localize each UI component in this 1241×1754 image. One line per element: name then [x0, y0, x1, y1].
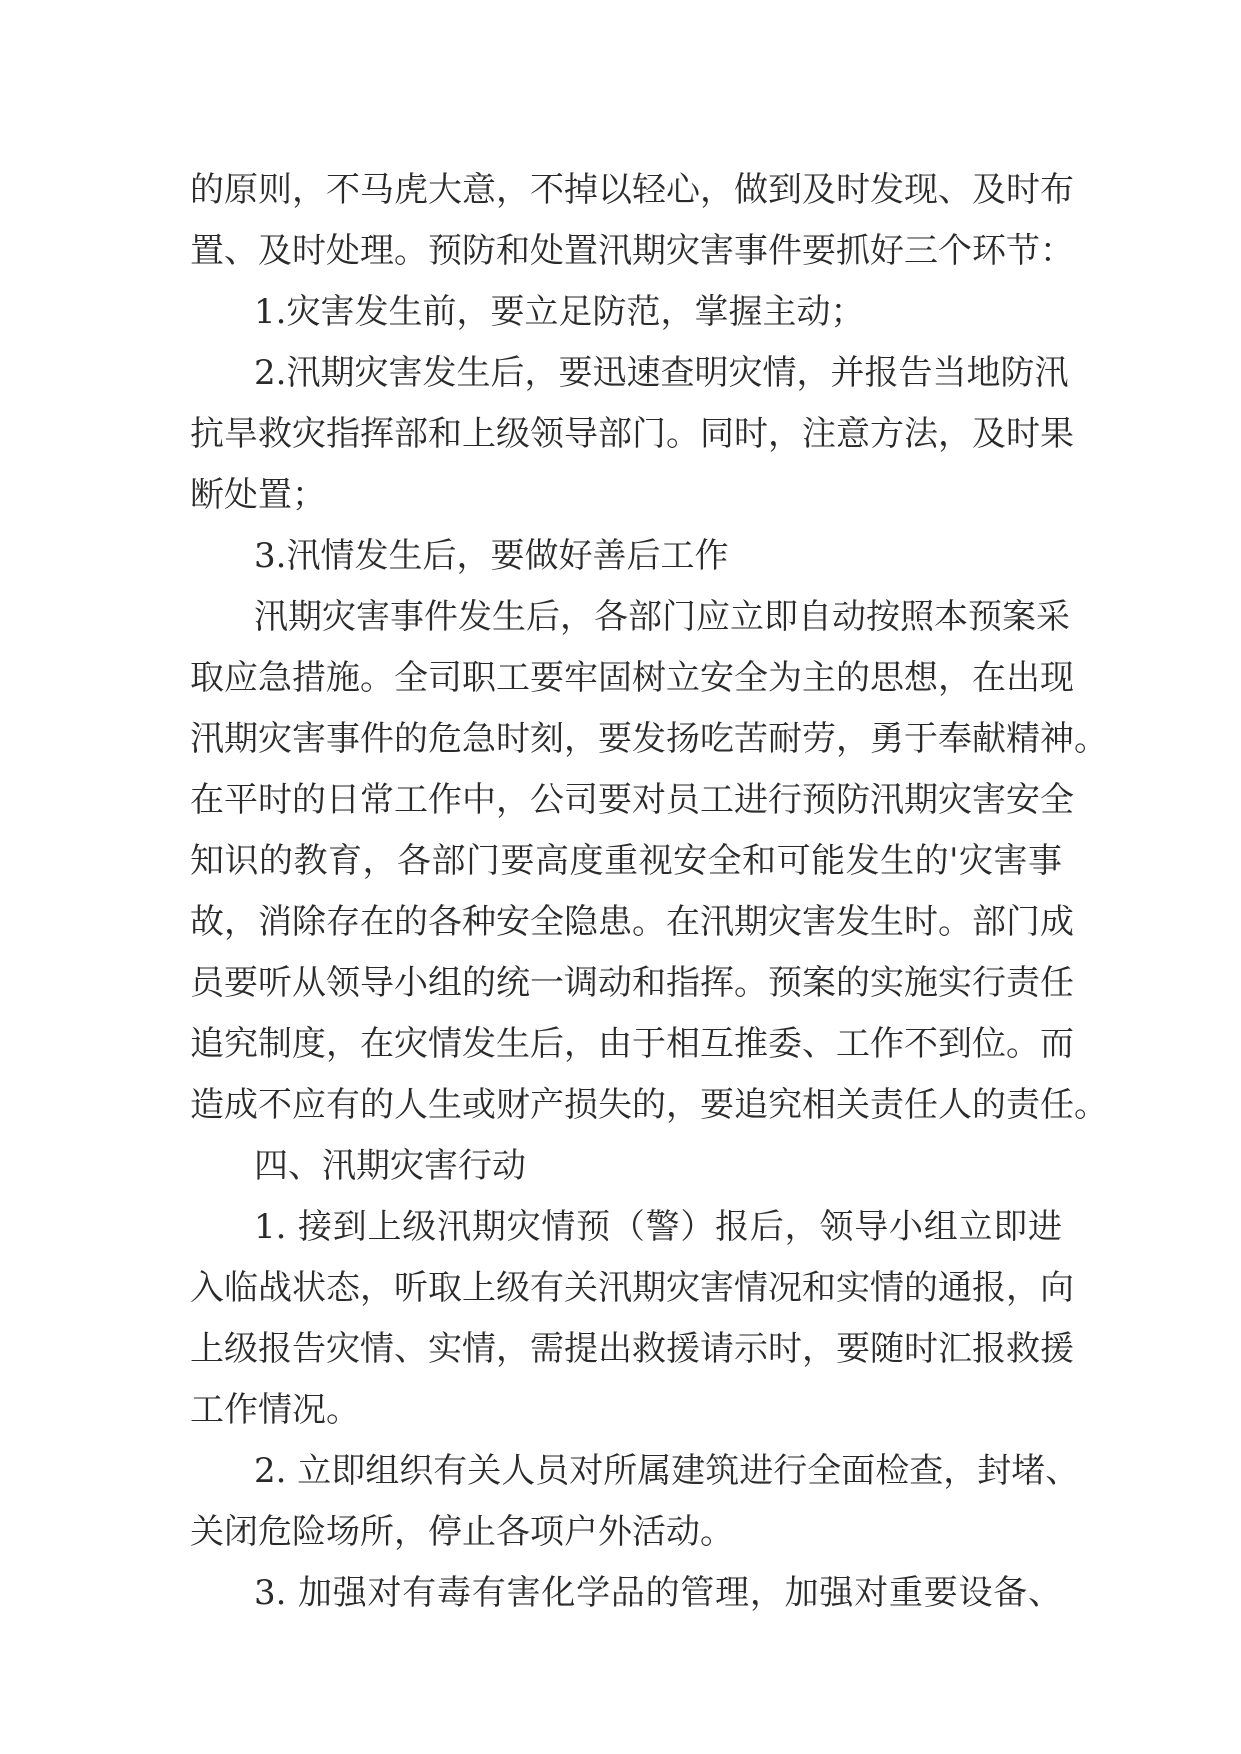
list-item: 1. 接到上级汛期灾情预（警）报后，领导小组立即进 [254, 1207, 1062, 1247]
text-line: 追究制度，在灾情发生后，由于相互推委、工作不到位。而 [190, 1024, 1074, 1064]
text-line: 员要听从领导小组的统一调动和指挥。预案的实施实行责任 [190, 963, 1074, 1003]
list-item: 1.灾害发生前，要立足防范，掌握主动； [254, 292, 865, 332]
text-line: 抗旱救灾指挥部和上级领导部门。同时，注意方法，及时果 [190, 414, 1074, 454]
text-line: 上级报告灾情、实情，需提出救援请示时，要随时汇报救援 [190, 1329, 1074, 1369]
section-heading: 四、汛期灾害行动 [254, 1146, 526, 1186]
list-item: 3. 加强对有毒有害化学品的管理，加强对重要设备、 [254, 1573, 1062, 1613]
list-item: 2. 立即组织有关人员对所属建筑进行全面检查，封堵、 [254, 1451, 1080, 1491]
list-item: 2.汛期灾害发生后，要迅速查明灾情，并报告当地防汛 [254, 353, 1069, 393]
text-line: 工作情况。 [190, 1390, 360, 1430]
text-line: 造成不应有的人生或财产损失的，要追究相关责任人的责任。 [190, 1085, 1108, 1125]
text-line: 关闭危险场所，停止各项户外活动。 [190, 1512, 734, 1552]
list-item: 3.汛情发生后，要做好善后工作 [254, 536, 729, 576]
document-body [190, 160, 1108, 1624]
paragraph-start: 汛期灾害事件发生后，各部门应立即自动按照本预案采 [254, 597, 1070, 637]
text-line: 取应急措施。全司职工要牢固树立安全为主的思想，在出现 [190, 658, 1074, 698]
text-line: 故，消除存在的各种安全隐患。在汛期灾害发生时。部门成 [190, 902, 1074, 942]
text-line: 断处置； [190, 475, 326, 515]
text-line: 在平时的日常工作中，公司要对员工进行预防汛期灾害安全 [190, 780, 1074, 820]
text-line: 汛期灾害事件的危急时刻，要发扬吃苦耐劳，勇于奉献精神。 [190, 719, 1108, 759]
text-line: 入临战状态，听取上级有关汛期灾害情况和实情的通报，向 [190, 1268, 1074, 1308]
text-line: 的原则，不马虎大意，不掉以轻心，做到及时发现、及时布 [190, 170, 1074, 210]
text-line: 知识的教育，各部门要高度重视安全和可能发生的'灾害事 [190, 841, 1062, 881]
text-line: 置、及时处理。预防和处置汛期灾害事件要抓好三个环节： [190, 231, 1074, 271]
